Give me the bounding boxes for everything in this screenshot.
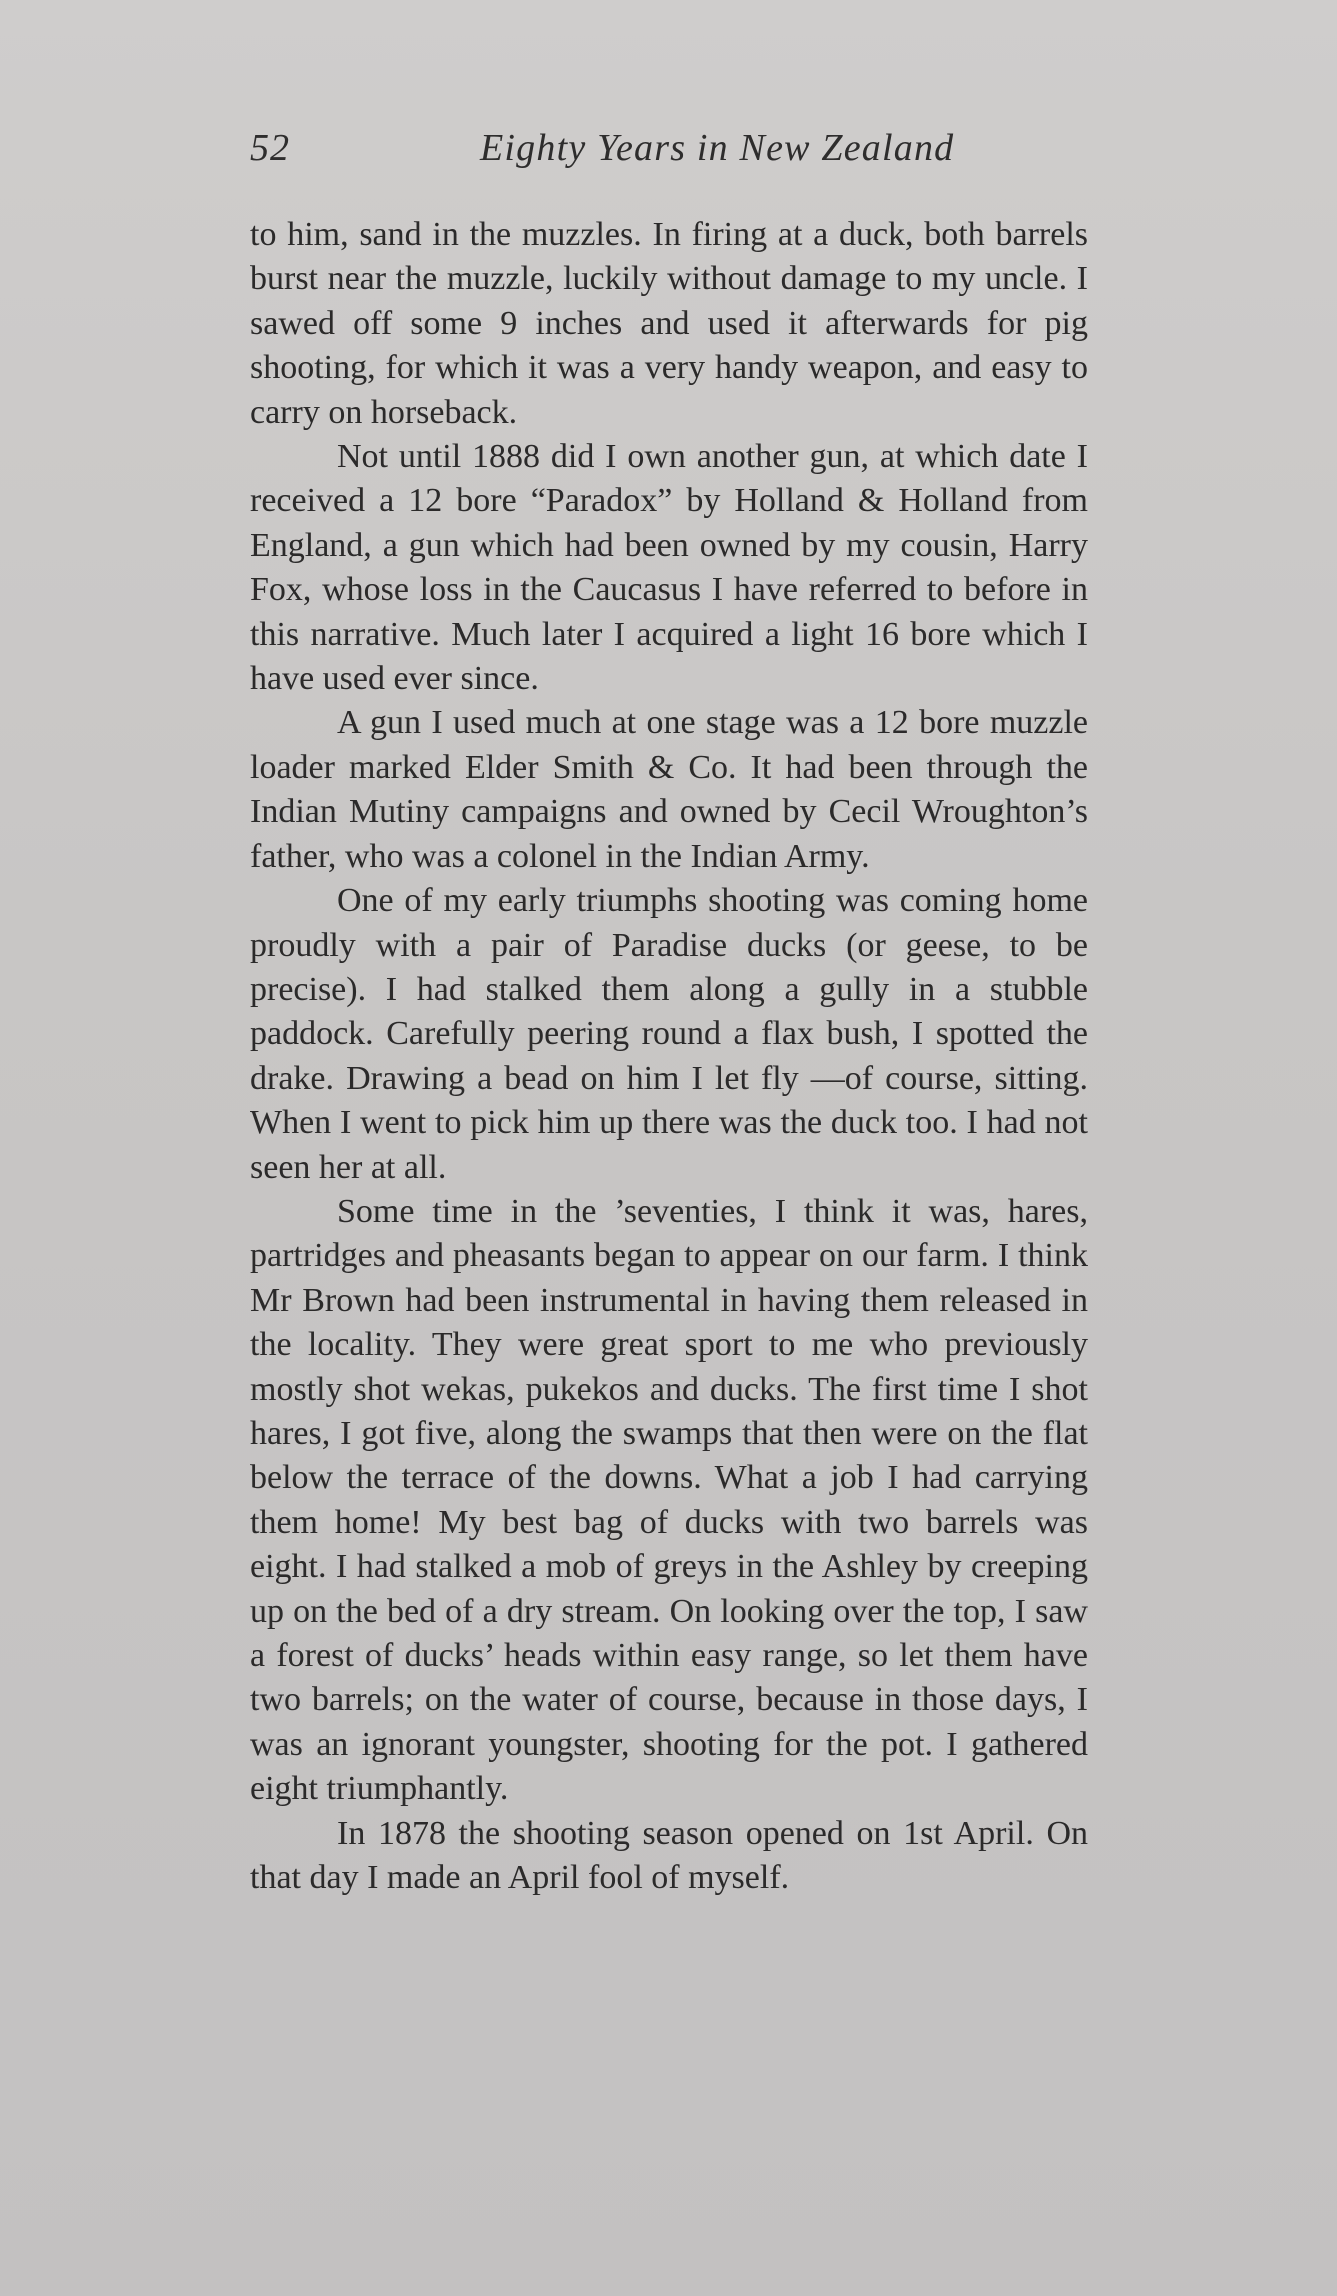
- paragraph: Some time in the ’seventies, I think it was, hares, partridges and pheasants began to appear on our farm. I think Mr Brown had been instrumental in having them released in the locality. They were great sport to me who previously mostly shot wekas, pukekos and ducks. The first time I shot hares, I got five, along the swamps that then were on the flat below the terrace of the downs. What a job I had carrying them home! My best bag of ducks with two barrels was eight. I had stalked a mob of greys in the Ashley by creeping up on the bed of a dry stream. On looking over the top, I saw a forest of ducks’ heads within easy range, so let them have two barrels; on the water of course, because in those days, I was an ignorant youngster, shooting for the pot. I gathered eight triumphantly.: [250, 1192, 1088, 1808]
- running-title: Eighty Years in New Zealand: [480, 127, 955, 169]
- body-text: [250, 213, 1088, 1900]
- paragraph: In 1878 the shooting season opened on 1st April. On that day I made an April fool of myself.: [250, 1814, 1088, 1897]
- paragraph: Not until 1888 did I own another gun, at which date I received a 12 bore “Paradox” by Holland & Holland from England, a gun which had been owned by my cousin, Harry Fox, whose loss in the Caucasus I have referred to before in this narrative. Much later I acquired a light 16 bore which I have used ever since.: [250, 438, 1088, 698]
- paragraph: to him, sand in the muzzles. In firing at a duck, both barrels burst near the muzzle, luckily without damage to my uncle. I sawed off some 9 inches and used it afterwards for pig shooting, for which it was a very handy weapon, and easy to carry on horseback.: [250, 216, 1088, 431]
- running-head: [250, 126, 1070, 176]
- paragraph: A gun I used much at one stage was a 12 bore muzzle loader marked Elder Smith & Co. It had been through the Indian Mutiny campaigns and owned by Cecil Wroughton’s father, who was a colonel in the Indian Army.: [250, 704, 1088, 875]
- paragraph: One of my early triumphs shooting was coming home proudly with a pair of Paradise ducks (or geese, to be precise). I had stalked them along a gully in a stubble paddock. Carefully peering round a flax bush, I spotted the drake. Drawing a bead on him I let fly —of course, sitting. When I went to pick him up there was the duck too. I had not seen her at all.: [250, 882, 1088, 1186]
- page-number: 52: [250, 127, 290, 169]
